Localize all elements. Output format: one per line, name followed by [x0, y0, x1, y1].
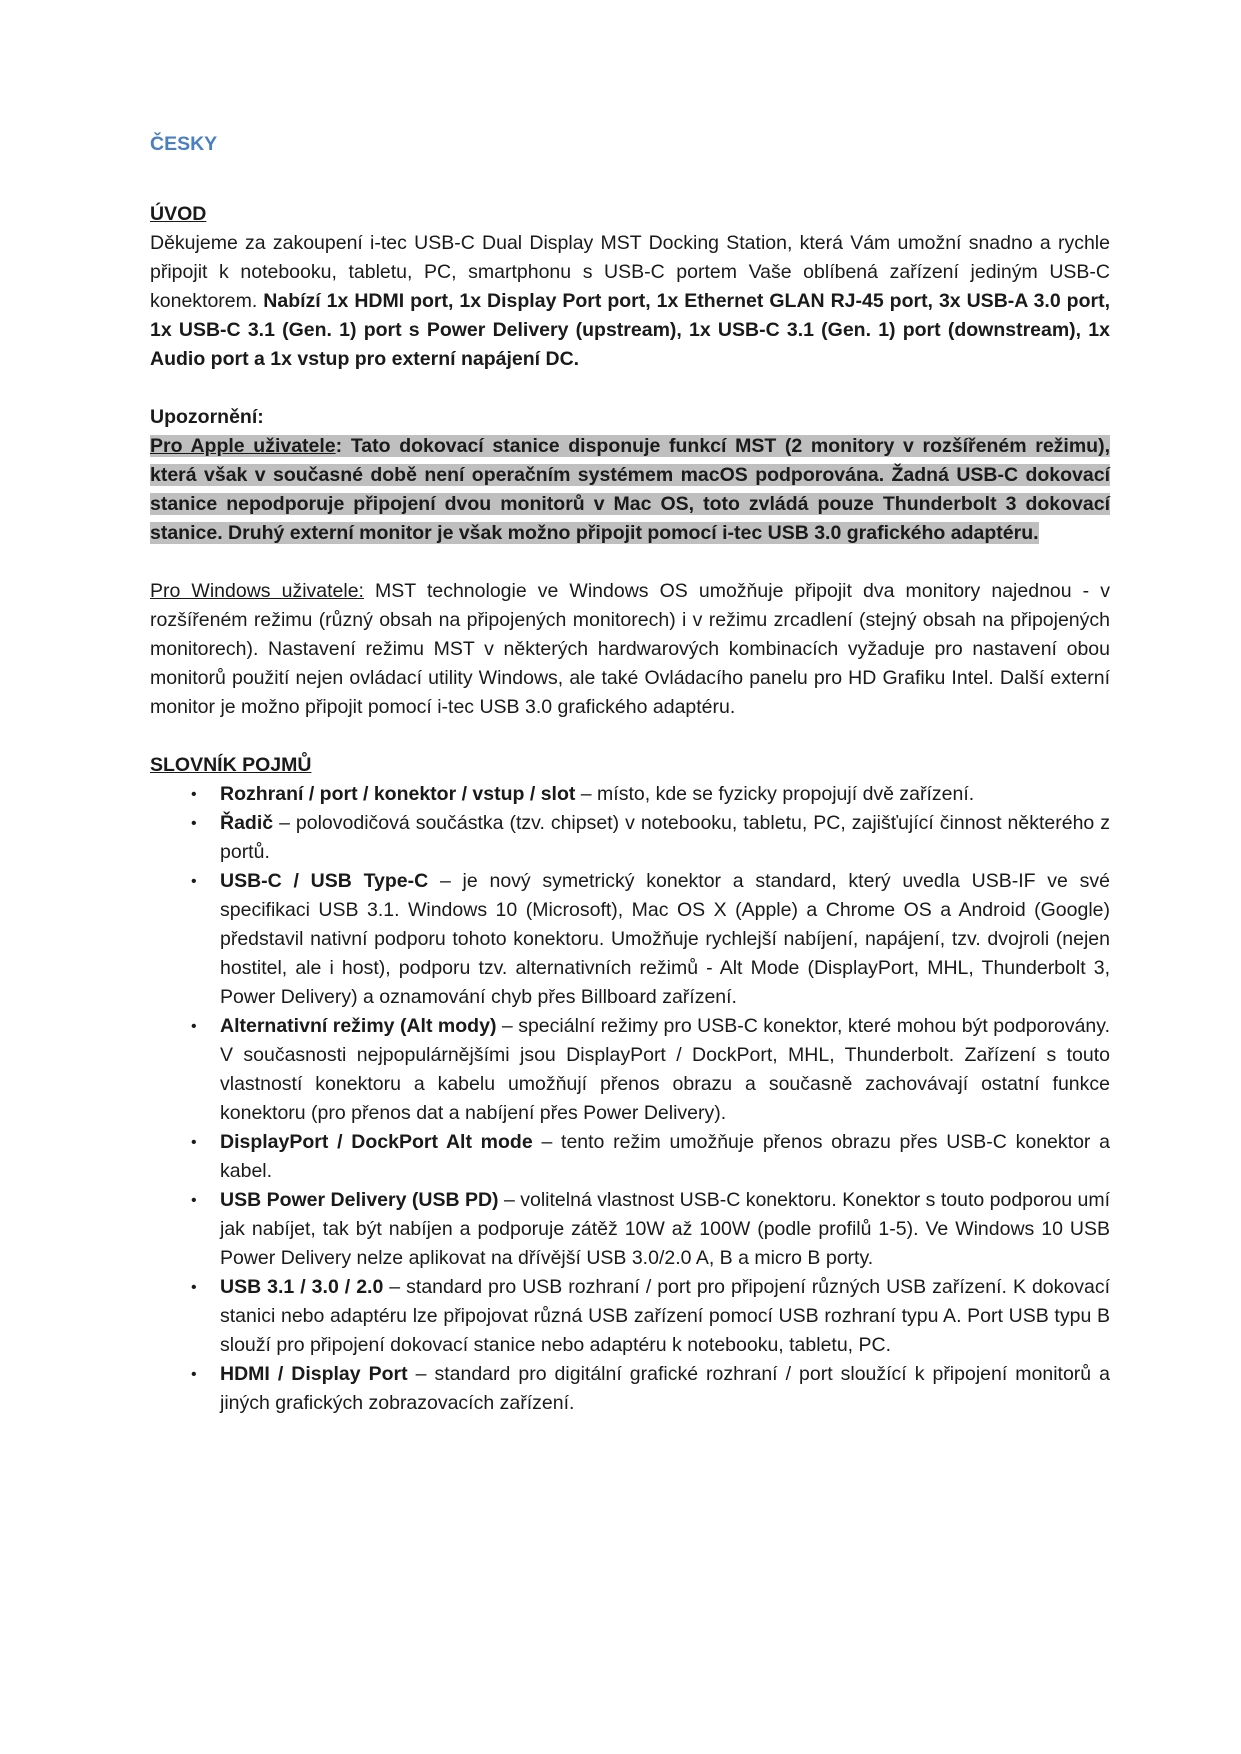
- glossary-term: USB Power Delivery (USB PD): [220, 1189, 499, 1211]
- glossary-item: [150, 1012, 1110, 1128]
- glossary-definition: – volitelná vlastnost USB-C konektoru. Konektor s touto podporou umí jak nabíjet, tak být nabíjen a podporuje zátěž 10W až 100W (podle profilů 1-5). Ve Windows 10 USB Power Delivery nelze aplikovat na dřívější USB 3.0/2.0 A, B a micro B porty.: [220, 1189, 1110, 1269]
- windows-notice: [150, 577, 1110, 722]
- glossary-term: DisplayPort / DockPort Alt mode: [220, 1131, 533, 1153]
- notice-title: Upozornění:: [150, 406, 264, 428]
- windows-notice-label: Pro Windows uživatele:: [150, 580, 364, 602]
- glossary-definition: – standard pro digitální grafické rozhraní / port sloužící k připojení monitorů a jiných grafických zobrazovacích zařízení.: [220, 1363, 1110, 1414]
- bullet-icon: •: [191, 1366, 197, 1383]
- glossary-item: [150, 1273, 1110, 1360]
- glossary-definition: – tento režim umožňuje přenos obrazu přes USB-C konektor a kabel.: [220, 1131, 1110, 1182]
- glossary-item: [150, 1360, 1110, 1418]
- glossary-item: [150, 867, 1110, 1012]
- glossary-item: [150, 780, 1110, 809]
- glossary-term: Alternativní režimy (Alt mody): [220, 1015, 497, 1037]
- apple-notice-label: Pro Apple uživatele: [150, 435, 336, 457]
- glossary-definition: – místo, kde se fyzicky propojují dvě zařízení.: [575, 783, 975, 805]
- intro-title: ÚVOD: [150, 203, 207, 225]
- glossary-definition: – speciální režimy pro USB-C konektor, které mohou být podporovány. V současnosti nejpopulárnějšími jsou DisplayPort / DockPort, MHL, Thunderbolt. Zařízení s touto vlastností konektoru a kabelu umožňují přenos obrazu a současně zachovávají ostatní funkce konektoru (pro přenos dat a nabíjení přes Power Delivery).: [220, 1015, 1110, 1124]
- bullet-icon: •: [191, 815, 197, 832]
- glossary-term: HDMI / Display Port: [220, 1363, 408, 1385]
- bullet-icon: •: [191, 786, 197, 803]
- bullet-icon: •: [191, 1192, 197, 1209]
- glossary-definition: – standard pro USB rozhraní / port pro připojení různých USB zařízení. K dokovací stanici nebo adaptéru lze připojovat různá USB zařízení pomocí USB rozhraní typu A. Port USB typu B slouží pro připojení dokovací stanice nebo adaptéru k notebooku, tabletu, PC.: [220, 1276, 1111, 1356]
- intro-ports-text: Nabízí 1x HDMI port, 1x Display Port port, 1x Ethernet GLAN RJ-45 port, 3x USB-A 3.0 port, 1x USB-C 3.1 (Gen. 1) port s Power Delivery (upstream), 1x USB-C 3.1 (Gen. 1) port (downstream), 1x Audio port a 1x vstup pro externí napájení DC.: [150, 290, 1110, 370]
- glossary-item: [150, 1128, 1110, 1186]
- glossary-term: Rozhraní / port / konektor / vstup / slot: [220, 783, 576, 805]
- glossary-item: [150, 1186, 1110, 1273]
- glossary-term: USB-C / USB Type-C: [220, 870, 429, 892]
- windows-notice-text: MST technologie ve Windows OS umožňuje připojit dva monitory najednou - v rozšířeném režimu (různý obsah na připojených monitorech) i v režimu zrcadlení (stejný obsah na připojených monitorech). Nastavení režimu MST v některých hardwarových kombinacích vyžaduje pro nastavení obou monitorů použití nejen ovládací utility Windows, ale také Ovládacího panelu pro HD Grafiku Intel. Další externí monitor je možno připojit pomocí i-tec USB 3.0 grafického adaptéru.: [150, 580, 1110, 718]
- bullet-icon: •: [191, 1134, 197, 1151]
- glossary-item: [150, 809, 1110, 867]
- language-heading: ČESKY: [150, 133, 218, 155]
- glossary-term: USB 3.1 / 3.0 / 2.0: [220, 1276, 384, 1298]
- bullet-icon: •: [191, 873, 197, 890]
- intro-text: Děkujeme za zakoupení i-tec USB-C Dual Display MST Docking Station, která Vám umožní snadno a rychle připojit k notebooku, tabletu, PC, smartphonu s USB-C portem Vaše oblíbená zařízení jediným USB-C konektorem.: [150, 232, 1110, 312]
- glossary-definition: – polovodičová součástka (tzv. chipset) v notebooku, tabletu, PC, zajišťující činnost některého z portů.: [220, 812, 1110, 863]
- apple-notice-text: : Tato dokovací stanice disponuje funkcí MST (2 monitory v rozšířeném režimu), která však v současné době není operačním systémem macOS podporována. Žadná USB-C dokovací stanice nepodporuje připojení dvou monitorů v Mac OS, toto zvládá pouze Thunderbolt 3 dokovací stanice. Druhý externí monitor je však možno připojit pomocí i-tec USB 3.0 grafického adaptéru.: [150, 435, 1110, 544]
- glossary-list: [150, 780, 1110, 1418]
- glossary-definition: – je nový symetrický konektor a standard, který uvedla USB-IF ve své specifikaci USB 3.1. Windows 10 (Microsoft), Mac OS X (Apple) a Chrome OS a Android (Google) představil nativní podporu tohoto konektoru. Umožňuje rychlejší nabíjení, napájení, tzv. dvojroli (nejen hostitel, ale i host), podporu tzv. alternativních režimů - Alt Mode (DisplayPort, MHL, Thunderbolt 3, Power Delivery) a oznamování chyb přes Billboard zařízení.: [220, 870, 1110, 1008]
- bullet-icon: •: [191, 1018, 197, 1035]
- intro-paragraph: [150, 229, 1110, 374]
- document-page: [150, 130, 1110, 1418]
- apple-notice: [150, 432, 1110, 548]
- glossary-term: Řadič: [220, 812, 274, 834]
- glossary-title: SLOVNÍK POJMŮ: [150, 754, 312, 776]
- bullet-icon: •: [191, 1279, 197, 1296]
